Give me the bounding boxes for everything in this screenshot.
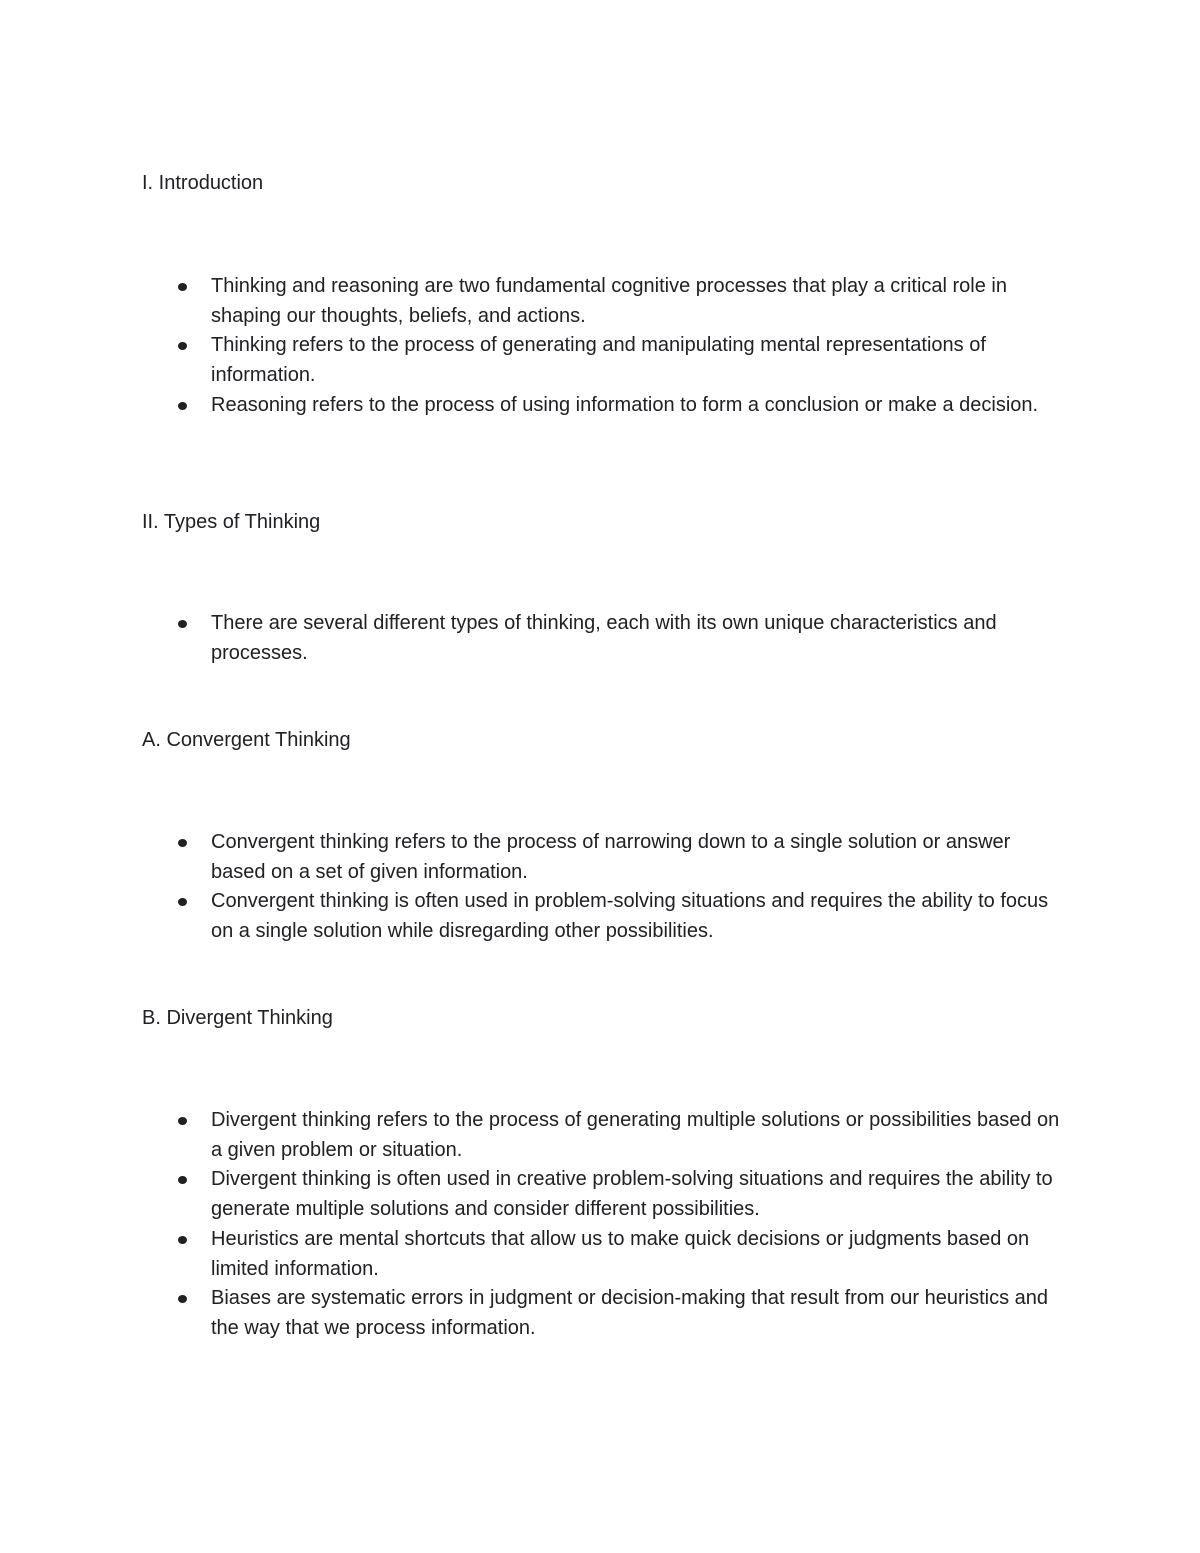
bullet-icon [178, 1176, 187, 1184]
bullet-list-introduction [0, 272, 1061, 421]
list-item [0, 391, 1061, 421]
list-item [0, 331, 1061, 390]
list-item-text: Thinking and reasoning are two fundamental cognitive processes that play a critical role in shaping our thoughts, beliefs, and actions. [211, 275, 1007, 327]
section-heading-convergent-thinking: A. Convergent Thinking [142, 729, 351, 751]
bullet-list-types-of-thinking [0, 609, 1061, 668]
list-item [0, 1165, 1061, 1224]
list-item [0, 609, 1061, 668]
list-item [0, 1106, 1061, 1165]
list-item-text: Heuristics are mental shortcuts that allow us to make quick decisions or judgments based on limited information. [211, 1227, 1030, 1280]
bullet-icon [178, 898, 187, 906]
list-item-text: Thinking refers to the process of generating and manipulating mental representations of information. [211, 334, 986, 387]
list-item-text: There are several different types of thinking, each with its own unique characteristics and processes. [211, 612, 997, 664]
section-heading-divergent-thinking: B. Divergent Thinking [142, 1007, 333, 1029]
list-item-text: Convergent thinking refers to the process of narrowing down to a single solution or answer based on a set of given information. [211, 831, 1011, 883]
bullet-icon [178, 283, 187, 291]
list-item [0, 887, 1061, 946]
list-item-text: Divergent thinking is often used in creative problem-solving situations and requires the ability to generate multiple solutions and consider different possibilities. [211, 1168, 1053, 1221]
bullet-list-divergent-thinking [0, 1106, 1061, 1344]
bullet-list-convergent-thinking [0, 828, 1061, 947]
bullet-icon [178, 1295, 187, 1303]
section-heading-introduction: I. Introduction [142, 172, 264, 194]
bullet-icon [178, 839, 187, 847]
section-heading-types-of-thinking: II. Types of Thinking [142, 511, 321, 533]
list-item-text: Reasoning refers to the process of using information to form a conclusion or make a decision. [211, 393, 1039, 416]
list-item [0, 272, 1061, 331]
bullet-icon [178, 342, 187, 350]
list-item-text: Convergent thinking is often used in problem-solving situations and requires the ability to focus on a single solution while disregarding other possibilities. [211, 890, 1049, 943]
bullet-icon [178, 1117, 187, 1125]
bullet-icon [178, 620, 187, 628]
list-item [0, 828, 1061, 887]
bullet-icon [178, 402, 187, 410]
list-item-text: Divergent thinking refers to the process of generating multiple solutions or possibilities based on a given problem or situation. [211, 1109, 1060, 1161]
list-item [0, 1284, 1061, 1343]
list-item [0, 1225, 1061, 1284]
bullet-icon [178, 1236, 187, 1244]
list-item-text: Biases are systematic errors in judgment or decision-making that result from our heuristics and the way that we process information. [211, 1287, 1049, 1339]
